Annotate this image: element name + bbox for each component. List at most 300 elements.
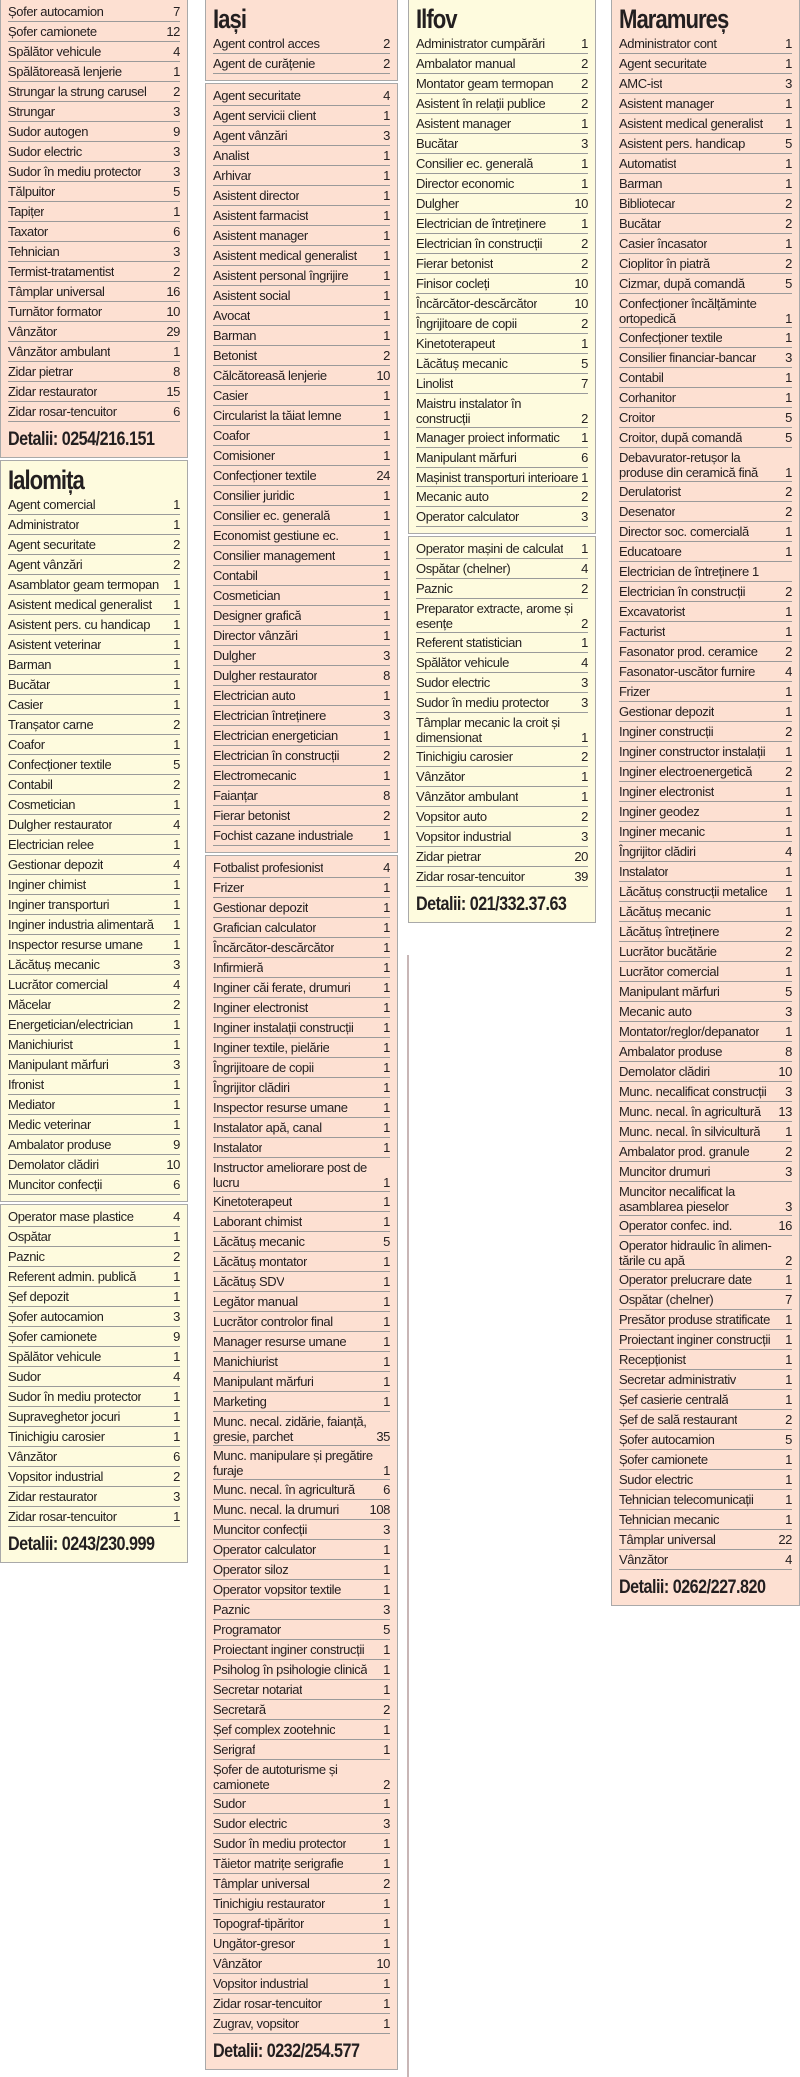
job-row <box>213 546 390 566</box>
job-row <box>619 702 792 722</box>
vacancy-count: 1 <box>383 488 390 503</box>
job-title: Dulgher <box>416 196 459 211</box>
job-row <box>416 154 588 174</box>
job-row <box>213 1038 390 1058</box>
vacancy-count: 2 <box>785 256 792 271</box>
job-title: Vânzător ambulant <box>416 789 519 804</box>
job-row <box>8 995 180 1015</box>
job-row <box>619 408 792 428</box>
vacancy-count: 1 <box>785 56 792 71</box>
job-row <box>416 487 588 507</box>
vacancy-count: 2 <box>785 644 792 659</box>
vacancy-count: 1 <box>173 657 180 672</box>
job-title: Sudor autogen <box>8 124 89 139</box>
job-row <box>416 374 588 394</box>
vacancy-count: 10 <box>574 296 588 311</box>
job-row <box>213 586 390 606</box>
job-title: Lăcătuș mecanic <box>416 356 508 371</box>
job-row <box>213 1560 390 1580</box>
vacancy-count: 1 <box>383 628 390 643</box>
job-title: Comisioner <box>213 448 275 463</box>
job-title: Instructor ameliorare post de lucru <box>213 1160 367 1190</box>
job-title: Vânzător <box>619 1552 668 1567</box>
job-title: Zidar restaurator <box>8 384 98 399</box>
job-row <box>213 1138 390 1158</box>
job-row <box>213 1720 390 1740</box>
vacancy-count: 1 <box>173 837 180 852</box>
job-row <box>416 194 588 214</box>
vacancy-count: 10 <box>574 276 588 291</box>
job-title: Asistent medical generalist <box>619 116 763 131</box>
job-title: Munc. necal. în agricultură <box>619 1104 761 1119</box>
job-title: Infirmieră <box>213 960 264 975</box>
job-row <box>8 1227 180 1247</box>
job-row <box>213 506 390 526</box>
job-title: Spălător vehicule <box>8 44 101 59</box>
job-row <box>213 1158 390 1192</box>
job-title: Inginer electronist <box>213 1000 309 1015</box>
job-title: Barman <box>213 328 257 343</box>
job-row <box>8 1387 180 1407</box>
job-title: Sudor <box>8 1369 41 1384</box>
vacancy-count: 1 <box>173 1349 180 1364</box>
vacancy-count: 1 <box>785 96 792 111</box>
job-title: Manager proiect informatic <box>416 430 560 445</box>
job-title: Electrician energetician <box>213 728 338 743</box>
job-row <box>416 713 588 747</box>
vacancy-count: 5 <box>785 276 792 291</box>
vacancy-count: 1 <box>383 1120 390 1135</box>
job-list <box>213 34 390 74</box>
job-row <box>213 246 390 266</box>
job-row <box>619 942 792 962</box>
vacancy-count: 4 <box>173 977 180 992</box>
job-row <box>619 982 792 1002</box>
vacancy-count: 4 <box>173 817 180 832</box>
job-row <box>8 775 180 795</box>
job-title: Director vânzări <box>213 628 298 643</box>
job-row <box>619 882 792 902</box>
job-row <box>416 673 588 693</box>
job-row <box>619 1470 792 1490</box>
job-title: Lăcătuș montator <box>213 1254 308 1269</box>
job-row <box>213 646 390 666</box>
vacancy-count: 1 <box>383 588 390 603</box>
job-row <box>213 1934 390 1954</box>
job-row <box>619 802 792 822</box>
job-row <box>416 867 588 887</box>
job-row <box>416 633 588 653</box>
vacancy-count: 7 <box>173 4 180 19</box>
job-title: Asistent personal îngrijire <box>213 268 349 283</box>
job-row <box>619 194 792 214</box>
job-title: Vopsitor industrial <box>416 829 512 844</box>
vacancy-count: 1 <box>785 156 792 171</box>
job-row <box>619 1370 792 1390</box>
vacancy-count: 3 <box>785 1164 792 1179</box>
job-title: Mediator <box>8 1097 56 1112</box>
job-row <box>619 1002 792 1022</box>
job-row <box>213 1192 390 1212</box>
job-title: Asamblator geam termopan <box>8 577 159 592</box>
vacancy-count: 1 <box>785 544 792 559</box>
job-row <box>213 346 390 366</box>
vacancy-count: 2 <box>785 924 792 939</box>
vacancy-count: 1 <box>383 2016 390 2031</box>
job-title: Arhivar <box>213 168 252 183</box>
vacancy-count: 1 <box>383 328 390 343</box>
job-row <box>213 386 390 406</box>
job-title: Asistent manager <box>416 116 511 131</box>
vacancy-count: 5 <box>383 1622 390 1637</box>
job-title: Derulatorist <box>619 484 681 499</box>
job-title: Agent vânzări <box>8 557 83 572</box>
job-row <box>619 902 792 922</box>
vacancy-count: 2 <box>581 616 588 631</box>
job-title: Montator/reglor/depanator <box>619 1024 760 1039</box>
job-title: Desenator <box>619 504 676 519</box>
vacancy-count: 2 <box>383 36 390 51</box>
vacancy-count: 1 <box>581 336 588 351</box>
job-row <box>416 334 588 354</box>
job-row <box>8 1327 180 1347</box>
job-row <box>619 502 792 522</box>
job-row <box>8 575 180 595</box>
job-row <box>619 328 792 348</box>
job-row <box>213 878 390 898</box>
vacancy-count: 4 <box>173 44 180 59</box>
vacancy-count: 1 <box>383 1214 390 1229</box>
job-title: Lăcătuș mecanic <box>213 1234 305 1249</box>
vacancy-count: 10 <box>166 304 180 319</box>
job-row <box>416 653 588 673</box>
vacancy-count: 1 <box>383 208 390 223</box>
job-title: Operator hidraulic în alimen-tările cu apă <box>619 1238 772 1268</box>
job-title: Electrician în construcții <box>213 748 340 763</box>
vacancy-count: 1 <box>173 637 180 652</box>
job-title: Muncitor necalificat la asamblarea pieselor <box>619 1184 735 1214</box>
job-title: Tehnician telecomunicații <box>619 1492 754 1507</box>
job-title: Îngrijitoare de copii <box>416 316 517 331</box>
job-row <box>416 559 588 579</box>
vacancy-count: 6 <box>173 1177 180 1192</box>
vacancy-count: 3 <box>581 675 588 690</box>
vacancy-count: 35 <box>376 1429 390 1444</box>
vacancy-count: 4 <box>581 655 588 670</box>
job-row <box>8 162 180 182</box>
vacancy-count: 1 <box>581 789 588 804</box>
job-title: Sudor în mediu protector <box>213 1836 347 1851</box>
job-title: Munc. necal. la drumuri <box>213 1502 339 1517</box>
job-title: Lăcătuș întreținere <box>619 924 720 939</box>
vacancy-count: 39 <box>574 869 588 884</box>
job-row <box>619 822 792 842</box>
vacancy-count: 3 <box>383 128 390 143</box>
vacancy-count: 1 <box>383 1020 390 1035</box>
vacancy-count: 2 <box>173 84 180 99</box>
job-row <box>619 722 792 742</box>
vacancy-count: 1 <box>383 828 390 843</box>
job-row <box>213 2014 390 2034</box>
job-row <box>8 362 180 382</box>
vacancy-count: 1 <box>785 1492 792 1507</box>
vacancy-count: 1 <box>785 1352 792 1367</box>
job-title: Educatoare <box>619 544 682 559</box>
job-row <box>213 1620 390 1640</box>
job-title: Tăietor matrițe serigrafie <box>213 1856 344 1871</box>
job-title: Sudor electric <box>213 1816 287 1831</box>
vacancy-count: 2 <box>785 944 792 959</box>
vacancy-count: 1 <box>785 1024 792 1039</box>
vacancy-count: 1 <box>173 597 180 612</box>
vacancy-count: 5 <box>785 984 792 999</box>
job-title: Inginer geodez <box>619 804 700 819</box>
job-row <box>619 862 792 882</box>
job-title: Avocat <box>213 308 251 323</box>
job-title: Inspector resurse umane <box>213 1100 348 1115</box>
vacancy-count: 1 <box>383 1742 390 1757</box>
vacancy-count: 8 <box>383 668 390 683</box>
vacancy-count: 1 <box>173 697 180 712</box>
job-row <box>8 895 180 915</box>
job-row <box>416 174 588 194</box>
job-title: Casier <box>8 697 44 712</box>
job-title: Economist gestiune ec. <box>213 528 339 543</box>
job-title: Muncitor confecții <box>8 1177 102 1192</box>
vacancy-count: 1 <box>173 1037 180 1052</box>
job-title: Măcelar <box>8 997 52 1012</box>
job-row <box>213 1412 390 1446</box>
vacancy-count: 4 <box>383 860 390 875</box>
job-row <box>8 142 180 162</box>
job-row <box>619 368 792 388</box>
job-row <box>8 122 180 142</box>
job-title: Consilier ec. generală <box>213 508 330 523</box>
job-title: Tâmplar mecanic la croit și dimensionat <box>416 715 560 745</box>
vacancy-count: 1 <box>383 768 390 783</box>
job-title: Dulgher <box>213 648 256 663</box>
job-title: Agent vânzări <box>213 128 288 143</box>
job-title: Sudor în mediu protector <box>8 1389 142 1404</box>
job-row <box>213 34 390 54</box>
vacancy-count: 2 <box>383 1876 390 1891</box>
vacancy-count: 1 <box>173 517 180 532</box>
job-title: Tâmplar universal <box>213 1876 310 1891</box>
vacancy-count: 9 <box>173 124 180 139</box>
vacancy-count: 1 <box>173 1269 180 1284</box>
job-row <box>213 898 390 918</box>
job-title: Șofer de autoturisme și camionete <box>213 1762 338 1792</box>
job-title: Director economic <box>416 176 514 191</box>
job-title: Administrator <box>8 517 80 532</box>
vacancy-count: 1 <box>581 176 588 191</box>
job-title: Asistent veterinar <box>8 637 102 652</box>
vacancy-count: 1 <box>785 465 792 480</box>
job-row <box>619 1122 792 1142</box>
job-title: Mecanic auto <box>619 1004 692 1019</box>
job-title: Inginer căi ferate, drumuri <box>213 980 351 995</box>
vacancy-count: 2 <box>383 748 390 763</box>
job-row <box>8 1155 180 1175</box>
job-row <box>213 366 390 386</box>
job-row <box>213 1914 390 1934</box>
job-title: Încărcător-descărcător <box>213 940 335 955</box>
region-title-maramureș: Maramureș <box>619 4 729 34</box>
vacancy-count: 4 <box>785 844 792 859</box>
job-row <box>619 254 792 274</box>
job-title: Supraveghetor jocuri <box>8 1409 120 1424</box>
vacancy-count: 4 <box>785 1552 792 1567</box>
job-row <box>619 234 792 254</box>
vacancy-count: 10 <box>376 1956 390 1971</box>
job-row <box>213 426 390 446</box>
job-title: Analist <box>213 148 250 163</box>
job-list <box>8 2 180 422</box>
job-title: Sudor electric <box>8 144 82 159</box>
job-title: Inginer industria alimentară <box>8 917 154 932</box>
contact-details: Detalii: 0254/216.151 <box>8 429 155 450</box>
job-row <box>213 566 390 586</box>
region-title-ialomița: Ialomița <box>8 465 84 495</box>
job-title: Finisor cocleți <box>416 276 490 291</box>
job-title: Paznic <box>213 1602 250 1617</box>
job-title: Consilier juridic <box>213 488 295 503</box>
job-title: Vânzător ambulant <box>8 344 111 359</box>
job-title: Asistent manager <box>213 228 308 243</box>
job-title: Croitor <box>619 410 656 425</box>
job-row <box>8 262 180 282</box>
vacancy-count: 10 <box>376 368 390 383</box>
vacancy-count: 1 <box>383 1080 390 1095</box>
job-title: Excavatorist <box>619 604 686 619</box>
job-title: Vânzător <box>8 324 57 339</box>
vacancy-count: 3 <box>383 708 390 723</box>
vacancy-count: 2 <box>581 236 588 251</box>
vacancy-count: 1 <box>383 1463 390 1478</box>
job-row <box>213 726 390 746</box>
job-row <box>619 642 792 662</box>
job-row <box>416 254 588 274</box>
job-title: Electrician auto <box>213 688 296 703</box>
vacancy-count: 2 <box>785 1412 792 1427</box>
job-row <box>213 1098 390 1118</box>
job-title: Paznic <box>416 581 453 596</box>
job-title: Șofer autocamion <box>8 1309 104 1324</box>
job-row <box>619 54 792 74</box>
vacancy-count: 1 <box>173 1409 180 1424</box>
job-row <box>213 306 390 326</box>
job-row <box>213 1058 390 1078</box>
vacancy-count: 3 <box>383 648 390 663</box>
job-row <box>619 1530 792 1550</box>
job-row <box>213 786 390 806</box>
job-row <box>619 74 792 94</box>
job-title: Agent de curățenie <box>213 56 315 71</box>
vacancy-count: 1 <box>785 684 792 699</box>
vacancy-count: 3 <box>581 829 588 844</box>
job-title: Programator <box>213 1622 281 1637</box>
vacancy-count: 1 <box>785 804 792 819</box>
job-title: Agent securitate <box>8 537 96 552</box>
vacancy-count: 1 <box>383 1682 390 1697</box>
vacancy-count: 2 <box>581 809 588 824</box>
job-title: Frizer <box>213 880 244 895</box>
job-title: Ambalator manual <box>416 56 516 71</box>
vacancy-count: 1 <box>581 116 588 131</box>
job-row <box>619 1490 792 1510</box>
vacancy-count: 1 <box>173 577 180 592</box>
job-row <box>416 294 588 314</box>
job-row <box>213 918 390 938</box>
vacancy-count: 1 <box>785 36 792 51</box>
job-row <box>416 787 588 807</box>
vacancy-count: 3 <box>383 1816 390 1831</box>
vacancy-count: 1 <box>173 1389 180 1404</box>
job-list <box>619 34 792 1570</box>
vacancy-count: 1 <box>383 1354 390 1369</box>
vacancy-count: 1 <box>383 880 390 895</box>
region-title-iași: Iași <box>213 4 247 34</box>
vacancy-count: 1 <box>785 784 792 799</box>
job-row <box>213 1520 390 1540</box>
job-title: Încărcător-descărcător <box>416 296 538 311</box>
job-title: Manipulant mărfuri <box>619 984 720 999</box>
vacancy-count: 1 <box>173 797 180 812</box>
job-row <box>213 998 390 1018</box>
vacancy-count: 2 <box>785 484 792 499</box>
job-title: Coafor <box>8 737 45 752</box>
job-title: Debavurator-retușor la produse din ceramică fină <box>619 450 758 480</box>
vacancy-count: 1 <box>383 1100 390 1115</box>
job-title: Electrician de întreținere 1 <box>619 564 759 579</box>
job-title: Îngrijitoare de copii <box>213 1060 314 1075</box>
job-row <box>619 1022 792 1042</box>
job-row <box>619 1042 792 1062</box>
vacancy-count: 3 <box>785 1084 792 1099</box>
job-title: Lucrător bucătărie <box>619 944 717 959</box>
vacancy-count: 1 <box>383 428 390 443</box>
vacancy-count: 5 <box>785 136 792 151</box>
column-maramures <box>611 0 800 1606</box>
job-row <box>213 1118 390 1138</box>
vacancy-count: 4 <box>173 857 180 872</box>
job-title: Faianțar <box>213 788 258 803</box>
vacancy-count: 3 <box>173 144 180 159</box>
job-row <box>619 1216 792 1236</box>
vacancy-count: 2 <box>173 717 180 732</box>
vacancy-count: 3 <box>173 1057 180 1072</box>
vacancy-count: 1 <box>785 604 792 619</box>
vacancy-count: 1 <box>785 624 792 639</box>
job-row <box>8 102 180 122</box>
job-title: Barman <box>8 657 52 672</box>
job-row <box>8 595 180 615</box>
job-title: Consilier ec. generală <box>416 156 533 171</box>
job-row <box>8 1115 180 1135</box>
vacancy-count: 1 <box>173 1509 180 1524</box>
vacancy-count: 3 <box>785 1199 792 1214</box>
vacancy-count: 1 <box>383 1175 390 1190</box>
job-title: Asistent manager <box>619 96 714 111</box>
job-title: Agent control acces <box>213 36 320 51</box>
job-title: Lucrător controlor final <box>213 1314 333 1329</box>
job-title: Dulgher restaurator <box>213 668 318 683</box>
vacancy-count: 4 <box>173 1209 180 1224</box>
job-row <box>213 1660 390 1680</box>
job-title: Energetician/electrician <box>8 1017 133 1032</box>
job-title: Mecanic auto <box>416 489 489 504</box>
vacancy-count: 10 <box>574 196 588 211</box>
